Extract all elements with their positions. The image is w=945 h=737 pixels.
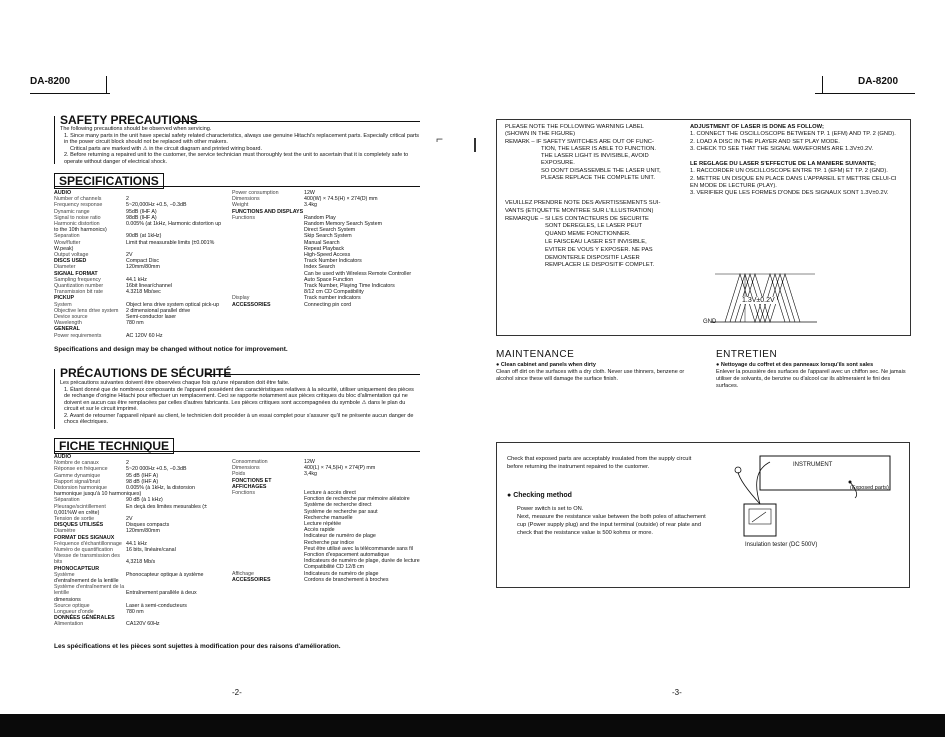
adjustment-title: ADJUSTMENT OF LASER IS DONE AS FOLLOW; [690,124,824,130]
spec-value: 780 nm [126,320,144,327]
spec-value: Laser à semi-conducteurs [126,602,187,609]
spec-row [54,621,224,627]
spec-value: Lecture répétée [304,521,342,528]
precautions-side-rule [54,369,55,429]
spec-value: Recherche par indice [304,539,355,546]
specifications-rule [54,186,420,187]
entretien-text: Enlever la poussière des surfaces de l'appareil avec un chiffon sec. Ne jamais utiliser de solvants, de benzine ou d'alcool car ils abîmeraient le fini des surfaces. [716,369,906,389]
spec-value: 44.1 kHz [126,276,147,283]
spec-key: Separation [54,233,80,240]
spec-value: Fonction de recherche par mémoire aléatoire [304,496,410,503]
spec-value: Système de recherche direct [304,502,372,509]
checking-method-title: ● Checking method [507,492,572,499]
spec-key: Gamme dynamique [54,472,101,479]
adjustment-step: 1. CONNECT THE OSCILLOSCOPE BETWEEN TP. 1 (EFM) AND TP. 2 (GND). [690,131,896,138]
entretien-body: ● Nettoyage du coffret et des panneaux lorsqu'ils sont sales Enlever la poussière des surfaces de l'appareil avec un chiffon sec. Ne jamais utiliser de solvants, de benzine ou d'alcool car ils abîmeraient le fini des surfaces. [716,362,912,390]
spec-value: Indicateurs de numéro de plage, durée de lecture [304,558,420,565]
spec-value: Direct Search System [304,227,356,234]
spec-key: GENERAL [54,326,80,333]
spec-key: Display [232,295,250,302]
spec-key: Signal to noise ratio [54,214,101,221]
spec-row [232,577,422,583]
spec-key: Fonctions [232,490,255,497]
spec-value: 8/12 cm CD Compatibility [304,289,364,296]
left-page-number: -2- [232,688,242,697]
spec-key: Frequency response [54,202,103,209]
spec-key: Rapport signal/bruit [54,478,100,485]
adjustment-fr-step: 1. RACCORDER UN OSCILLOSCOPE ENTRE TP. 1 (EFM) ET TP. 2 (GND). [690,168,888,175]
fiche-col-2 [232,459,422,583]
spec-value: Peut être utilisé avec la télécommande sans fil [304,545,413,552]
spec-value: Track number indicators [304,295,361,302]
safety-title: SAFETY PRECAUTIONS [60,113,198,127]
spec-key: DONNÉES GÉNÉRALES [54,615,115,622]
spec-value: Index Search [304,264,336,271]
spec-value: Système de recherche par saut [304,508,378,515]
safety-side-rule [54,116,55,164]
spec-key: DISCS USED [54,258,87,265]
spec-key: AUDIO [54,454,72,460]
spec-value: Compact Disc [126,258,159,265]
spec-key: Wow/flutter [54,239,81,246]
binding-mark [474,138,476,152]
spec-row [54,485,224,497]
probe-lead-1 [757,462,770,504]
spec-key: AUDIO [54,190,72,196]
spec-value: Can be used with Wireless Remote Controller [304,270,412,277]
spec-key: Système d'entraînement de la lentille [54,584,125,597]
spec-key: Dynamic range [54,208,90,215]
insulation-tester-label: Insulation tester (DC 500V) [745,542,818,548]
maintenance-body: ● Clean cabinet and panels when dirty Clean off dirt on the surfaces with a dry cloth. Never use thinners, benzene or alcohol since these will damage the surface finish. [496,362,696,383]
fiche-title: FICHE TECHNIQUE [54,438,174,454]
warning-fr-line: EVITER DE VOUS Y EXPOSER. NE PAS [545,246,653,253]
spec-value: Auto Space Function [304,276,354,283]
spec-value: 95dB (IHF A) [126,208,157,215]
spec-value: Fonction d'espacement automatique [304,552,390,559]
spec-value: 98dB (IHF A) [126,214,157,221]
warning-label-en [505,124,695,182]
maintenance-text: Clean off dirt on the surfaces with a dry cloth. Never use thinners, benzene or alcohol since these will damage the surface finish. [496,369,685,382]
spec-value: 16bit linear/channel [126,283,172,290]
spec-key: Pleurage/scintillement [54,503,106,510]
spec-key: Fréquence d'échantillonnage [54,540,122,547]
spec-key: PHONOCAPTEUR [54,565,100,572]
spec-key: Vitesse de transmission des bits [54,553,120,566]
spec-key: PICKUP [54,295,75,302]
warning-fr-line: LE FAISCEAU LASER EST INVISIBLE, [545,238,647,245]
spec-value: 16 bits, linéaire/canal [126,547,176,554]
spec-value: Connecting pin cord [304,301,352,308]
spec-key: Longueur d'onde [54,609,94,616]
checking-step: Next, measure the resistance value between the both poles of attachement cup (Power supply plug) and the input terminal (outside) of rear plate and check that the resistance value is 500 kohms or more. [517,514,706,536]
meter-needle [752,512,766,522]
spec-value: Limit that measurable limits (±0.001% W.peak) [54,239,215,252]
spec-row [54,333,224,339]
fiche-col-1 [54,454,224,628]
spec-col-1 [54,190,224,339]
spec-value: 98 dB (IHF A) [126,478,159,485]
warning-fr-line: QUAND MEME FONCTIONNER. [545,231,631,238]
spec-value: 3,4kg [304,471,317,478]
adjustment-fr-step: 3. VERIFIER QUE LES FORMES D'ONDE DES SIGNAUX SONT 1.3V±0.2V. [690,190,889,197]
spec-row [54,240,224,252]
spec-value: Entraînement parallèle à deux dimensions [54,590,197,603]
safety-item-2: 2. Before returning a repaired unit to the customer, the service technician must thoroughly test the unit to ascertain that it is completely safe to operate without danger of electrical shock. [64,152,409,165]
spec-value: 4,3218 Mb/s [126,559,156,566]
wave-amplitude-label: 1.3V±0.2V [742,297,775,304]
spec-value: Random Play [304,214,336,221]
warning-fr-line: DEMONTERLE DISPOSITIF LASER [545,254,640,261]
spec-value: 95 dB (IHF A) [126,472,159,479]
spec-key: System [54,301,72,308]
spec-value: 120mm/80mm [126,528,160,535]
exposed-part-point [849,481,852,484]
maintenance-title: MAINTENANCE [496,349,575,360]
spec-value: Compatibilité CD 12/8 cm [304,564,365,571]
spec-value: En deçà des limites mesurables (± 0,001%W en crête) [54,503,207,516]
spec-key: Diamètre [54,528,76,535]
adjustment-step: 2. LOAD A DISC IN THE PLAYER AND SET PLAY MODE. [690,138,840,145]
warning-fr-line: VEUILLEZ PRENDRE NOTE DES AVERTISSEMENTS SUI- [505,200,661,206]
checking-step: Power switch is set to ON. [517,506,584,512]
warning-fr-line: VANTS (ETIQUETTE MONTREE SUR L'ILLUSTRATION) [505,207,654,214]
warning-en-line: SO DON'T DISASSEMBLE THE LASER UNIT, [541,167,661,174]
spec-key: Réponse en fréquence [54,466,108,473]
fiche-note: Les spécifications et les pièces sont sujettes à modification pour des raisons d'amélioration. [54,643,341,650]
spec-key: Diameter [54,264,76,271]
spec-value: Manual Search [304,239,340,246]
adjustment-fr-title: LE REGLAGE DU LASER S'EFFECTUE DE LA MANIERE SUIVANTE; [690,161,876,168]
spec-key: FUNCTIONS AND DISPLAYS [232,208,304,215]
spec-value: Track Number, Playing Time Indicators [304,283,395,290]
spec-row [54,504,224,516]
warning-fr-line: SONT DEREGLES, LE LASER PEUT [545,223,643,230]
warning-en-line: REMARK – IF SAFETY SWITCHES ARE OUT OF FUNC- [505,138,654,145]
spec-value: 0.005% (at 1kHz, Harmonic distortion up to the 10th harmonics) [54,221,222,234]
binding-mark-icon: ⌐ [436,132,444,146]
spec-key: Séparation [54,497,80,504]
spec-col-2 [232,190,422,308]
spec-value: Lecture à accès direct [304,490,356,497]
spec-key: Distorsion harmonique [54,485,107,492]
warning-en-line: EXPOSURE. [541,160,575,167]
spec-value: Track Number Indicators [304,258,362,265]
spec-value: 12W [304,459,315,465]
spec-value: CA120V 60Hz [126,621,160,628]
left-header-tick [106,76,107,93]
adjustment-step: 3. CHECK TO SEE THAT THE SIGNAL WAVEFORMS ARE 1.3V±0.2V. [690,145,874,152]
spec-value: Indicateurs de numéro de plage [304,570,379,577]
spec-value: 2V [126,516,133,523]
spec-value: 4.3218 Mb/sec [126,289,161,296]
spec-key: Consommation [232,459,268,465]
spec-row [232,302,422,308]
precautions-item-2: 2. Avant de retourner l'appareil réparé au client, le technicien doit procéder à un essai complet pour s'assurer qu'il ne présente aucun danger de chocs électriques. [64,412,414,425]
fiche-rule [54,451,420,452]
spec-value: Disques compacts [126,522,170,529]
spec-key: Alimentation [54,621,84,628]
spec-key: Weight [232,202,249,209]
spec-key: FORMAT DES SIGNAUX [54,534,115,541]
spec-key: Quantization number [54,283,104,290]
warning-en-line: PLEASE NOTE THE FOLLOWING WARNING LABEL [505,124,644,130]
warning-fr-line: REMARQUE – SI LES CONTACTEURS DE SECURITE [505,215,649,222]
warning-en-line: (SHOWN IN THE FIGURE) [505,131,576,138]
spec-key: Sampling frequency [54,276,101,283]
spec-key: Système [54,571,75,578]
spec-value: Object lens drive system optical pick-up [126,301,220,308]
spec-key: Dimensions [232,196,260,203]
spec-value: 2V [126,252,133,259]
spec-row [54,553,224,565]
spec-row [54,584,224,603]
spec-key: DISQUES UTILISÉS [54,522,104,529]
spec-key: ACCESSORIES [232,301,271,308]
maintenance-bullet: Clean cabinet and panels when dirty [500,362,596,368]
precautions-item-1: 1. Étant donné que de nombreux composants de l'appareil possèdent des caractéristiques relatives à la sécurité, utiliser uniquement des pièces de rechange d'origine Hitachi pour effectuer un remplacement. Ceci se rapporte notamment aux pièces critiques du bloc d'alimentation qui ne doivent en aucun cas être remplacées par celles d'autres fabricants. Les pièces critiques sont accompagnées du symbole ⚠ dans le plan du circuit et sur le circuit imprimé. [64,386,414,412]
exposed-parts-label: (Exposed parts) [850,485,889,491]
warning-label-fr [505,200,695,270]
spec-value: 400(W) × 74.5(H) × 274(D) mm [304,196,378,203]
spec-value: High-Speed Access [304,252,351,259]
spec-key: Poids [232,471,246,478]
spec-value: 3.4kg [304,202,317,209]
spec-value: 2 dimensional parallel drive [126,307,191,314]
spec-key: Affichage [232,570,254,577]
spec-value: 5~20 000Hz +0.5, −0.3dB [126,466,187,473]
right-header-rule [815,93,915,94]
spec-value: 780 nm [126,609,144,616]
checking-method-text [517,505,707,537]
instrument-label: INSTRUMENT [793,462,833,468]
spec-value: Skip Search System [304,233,352,240]
spec-row [54,572,224,584]
precautions-title-rule [205,374,420,375]
spec-key: Power consumption [232,190,279,196]
spec-key: Output voltage [54,252,89,259]
spec-key: Nombre de canaux [54,460,99,467]
warning-fr-line: REMPLACER LE DISPOSITIF COMPLET. [545,262,655,269]
right-page-number: -3- [672,688,682,697]
fiche-header [54,437,174,455]
adjustment-block [690,124,902,198]
precautions-body [60,380,420,426]
spec-key: FONCTIONS ET AFFICHAGES [232,477,272,490]
spec-key: ACCESSOIRES [232,576,271,583]
entretien-title: ENTRETIEN [716,349,778,360]
spec-value: Cordons de branchement à broches [304,576,389,583]
warning-en-line: PLEASE REPLACE THE COMPLETE UNIT. [541,175,655,182]
gnd-label: GND [703,319,717,325]
spec-row [232,478,422,490]
spec-value: 120mm/80mm [126,264,160,271]
spec-key: SIGNAL FORMAT [54,270,98,277]
leakage-intro: Check that exposed parts are acceptably insulated from the supply circuit before returning the instrument repaired to the customer. [507,456,692,470]
spec-key: Wavelength [54,320,82,327]
spec-value: Semi-conductor laser [126,314,177,321]
spec-value: Indicateur de numéro de plage [304,533,376,540]
spec-value: 44.1 kHz [126,540,147,547]
specifications-header [54,172,164,190]
entretien-bullet: Nettoyage du coffret et des panneaux lorsqu'ils sont sales [720,362,874,368]
safety-item-1: 1. Since many parts in the unit have special safety related characteristics, always use genuine Hitachi's replacement parts. Especially critical parts in the power circuit block should not be replaced with other makers. [64,132,420,145]
spec-value: 2 [126,196,129,203]
spec-key: Source optique [54,602,90,609]
specifications-title: SPECIFICATIONS [54,173,164,189]
spec-value: Accès rapide [304,527,335,534]
spec-key: Tension de sortie [54,516,95,523]
adjustment-fr-step: 2. METTRE UN DISQUE EN PLACE DANS L'APPAREIL ET METTRE CELUI-CI EN MODE DE LECTURE (PLAY). [690,175,897,190]
checking-method-label: Checking method [513,492,572,499]
spec-value: 400(L) × 74,5(H) × 274(P) mm [304,465,376,472]
spec-key: Objective lens drive system [54,307,119,314]
spec-value: Random Memory Search System [304,221,383,228]
spec-key: Number of channels [54,196,102,203]
insulation-test-diagram [730,452,900,572]
warning-en-line: TION, THE LASER IS ABLE TO FUNCTION. [541,145,656,152]
spec-value: Phonocapteur optique à système d'entraînement de la lentille [54,571,204,585]
left-header-rule [30,93,110,94]
spec-value: 2 [126,460,129,467]
spec-value: 0.005% (à 1kHz, la distorsion harmonique jusqu'à 10 harmoniques) [54,485,195,498]
spec-key: Functions [232,214,255,221]
safety-title-rule [176,121,420,122]
right-header-tick [822,76,823,93]
spec-value: 90dB (at 1kHz) [126,233,162,240]
safety-intro: The following precautions should be observed when servicing. [60,126,212,132]
spec-key: Harmonic distortion [54,221,100,228]
spec-value: Recherche manuelle [304,514,353,521]
specifications-note: Specifications and design may be changed without notice for improvement. [54,346,288,353]
spec-key: Device source [54,314,88,321]
spec-value: 12W [304,190,315,196]
right-model-label: DA-8200 [858,76,899,87]
warning-en-line: THE LASER LIGHT IS INVISIBLE, AVOID [541,153,649,160]
scan-edge-band [0,714,945,737]
spec-key: Numéro de quantification [54,547,113,554]
precautions-title: PRÉCAUTIONS DE SÉCURITÉ [60,366,232,380]
spec-value: AC 120V 60 Hz [126,332,163,339]
spec-value: 90 dB (à 1 kHz) [126,497,163,504]
safety-body [60,126,422,165]
spec-row [54,221,224,233]
spec-value: 5~20,000Hz +0.5, −0.3dB [126,202,187,209]
spec-key: Power requirements [54,332,102,339]
spec-key: Transmission bit rate [54,289,103,296]
safety-item-1-note: Critical parts are marked with ⚠ in the circuit diagram and printed wiring board. [70,145,263,152]
spec-value: Repeat Playback [304,245,345,252]
spec-key: Dimensions [232,465,260,472]
left-model-label: DA-8200 [30,76,71,87]
precautions-intro: Les précautions suivantes doivent être observées chaque fois qu'une réparation doit être faite. [60,380,290,386]
